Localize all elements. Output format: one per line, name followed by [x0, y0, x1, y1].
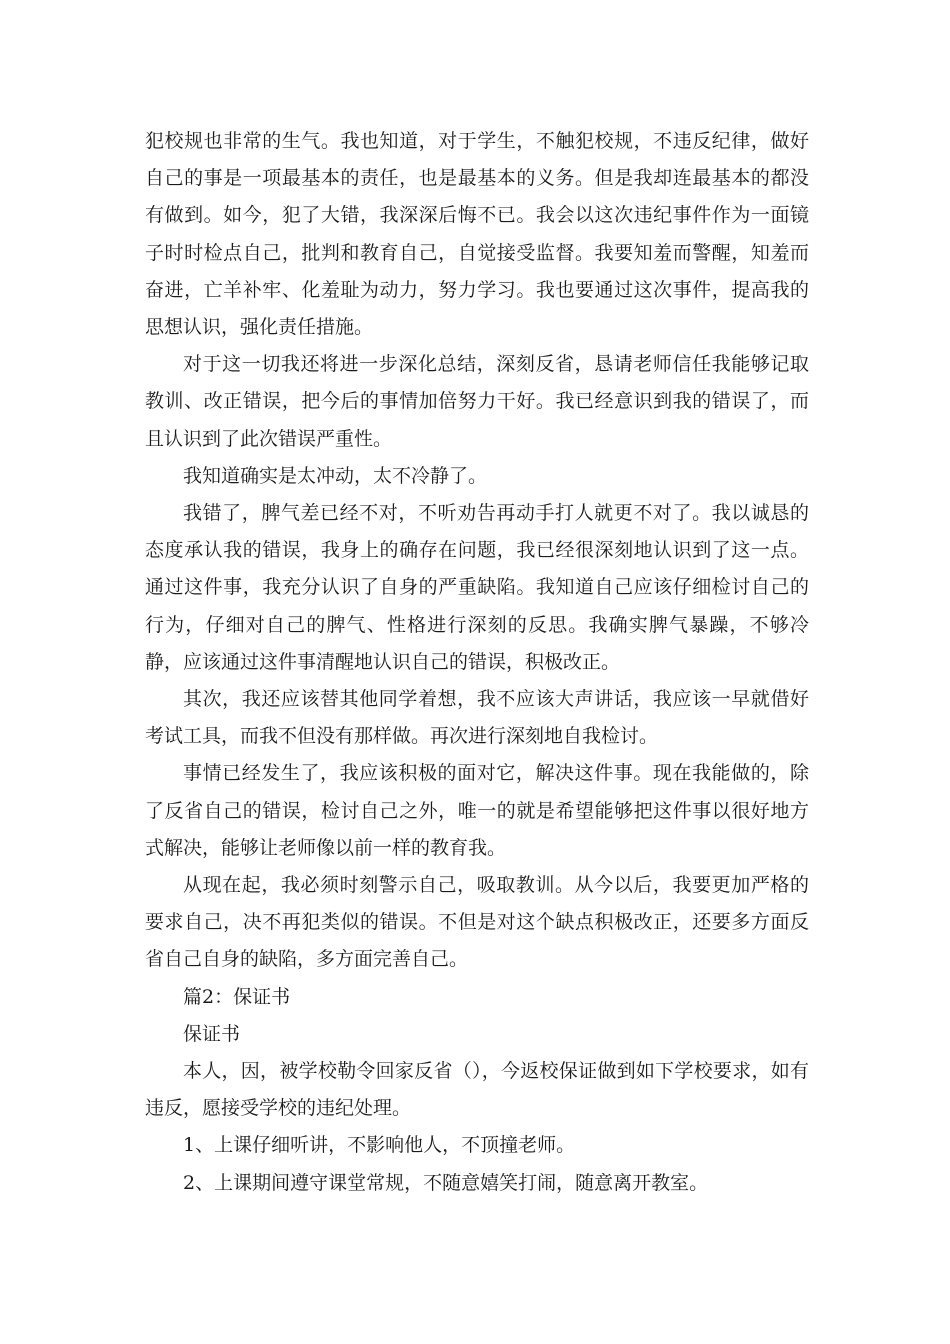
- paragraph: 对于这一切我还将进一步深化总结，深刻反省，恳请老师信任我能够记取教训、改正错误，把今后的事情加倍努力干好。我已经意识到我的错误了，而且认识到了此次错误严重性。: [145, 353, 809, 450]
- list-item: 2、上课期间遵守课堂常规，不随意嬉笑打闹，随意离开教室。: [183, 1171, 709, 1194]
- paragraph: 本人，因，被学校勒令回家反省（），今返校保证做到如下学校要求，如有违反，愿接受学校的违纪处理。: [145, 1060, 809, 1120]
- document-title: 保证书: [183, 1022, 241, 1045]
- document-body: [145, 123, 809, 1202]
- paragraph: 我知道确实是太冲动，太不冷静了。: [183, 464, 488, 487]
- paragraph: 从现在起，我必须时刻警示自己，吸取教训。从今以后，我要更加严格的要求自己，决不再犯类似的错误。不但是对这个缺点积极改正，还要多方面反省自己自身的缺陷，多方面完善自己。: [145, 874, 809, 971]
- paragraph: 事情已经发生了，我应该积极的面对它，解决这件事。现在我能做的，除了反省自己的错误，检讨自己之外，唯一的就是希望能够把这件事以很好地方式解决，能够让老师像以前一样的教育我。: [145, 762, 809, 859]
- section-heading: 篇2：保证书: [183, 985, 291, 1008]
- paragraph: 我错了，脾气差已经不对，不听劝告再动手打人就更不对了。我以诚恳的态度承认我的错误，我身上的确存在问题，我已经很深刻地认识到了这一点。通过这件事，我充分认识了自身的严重缺陷。我知道自己应该仔细检讨自己的行为，仔细对自己的脾气、性格进行深刻的反思。我确实脾气暴躁，不够冷静，应该通过这件事清醒地认识自己的错误，积极改正。: [145, 502, 809, 673]
- list-item: 1、上课仔细听讲，不影响他人，不顶撞老师。: [183, 1134, 576, 1157]
- paragraph: 其次，我还应该替其他同学着想，我不应该大声讲话，我应该一早就借好考试工具，而我不但没有那样做。再次进行深刻地自我检讨。: [145, 688, 809, 748]
- paragraph-continued: 犯校规也非常的生气。我也知道，对于学生，不触犯校规，不违反纪律，做好自己的事是一项最基本的责任，也是最基本的义务。但是我却连最基本的都没有做到。如今，犯了大错，我深深后悔不已。我会以这次违纪事件作为一面镜子时时检点自己，批判和教育自己，自觉接受监督。我要知羞而警醒，知羞而奋进，亡羊补牢、化羞耻为动力，努力学习。我也要通过这次事件，提高我的思想认识，强化责任措施。: [145, 130, 809, 339]
